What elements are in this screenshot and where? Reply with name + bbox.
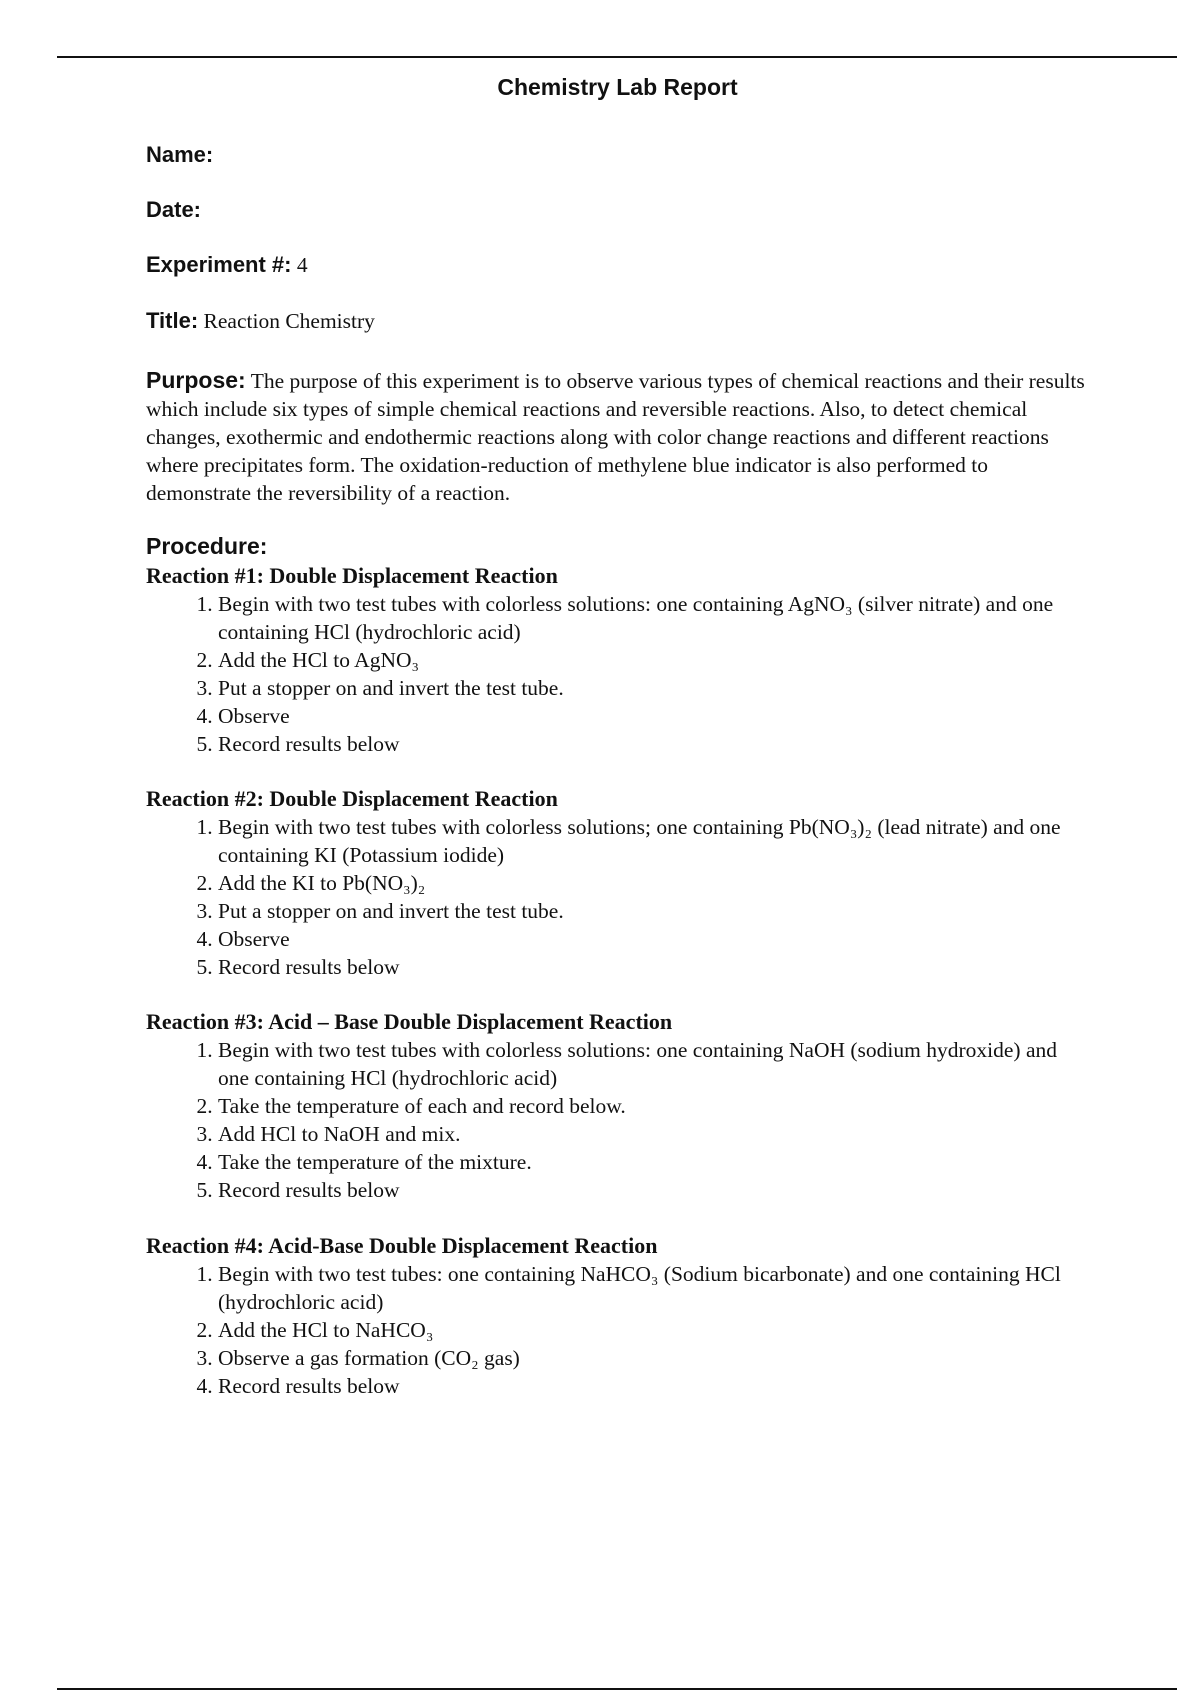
step: 2. Add the HCl to AgNO₃	[218, 646, 1086, 674]
page-title: Chemistry Lab Report	[497, 74, 738, 100]
step: 2. Add the KI to Pb(NO₃)₂	[218, 869, 1086, 897]
reaction-steps	[146, 1036, 1086, 1204]
step: 4. Observe	[218, 702, 1086, 730]
step: 3. Add HCl to NaOH and mix.	[218, 1120, 1086, 1148]
step: 1. Begin with two test tubes with colorless solutions: one containing AgNO₃ (silver nitrate) and one containing HCl (hydrochloric acid)	[218, 590, 1086, 646]
step: 4. Observe	[218, 925, 1086, 953]
step: 3. Observe a gas formation (CO₂ gas)	[218, 1344, 1086, 1372]
step: 1. Begin with two test tubes: one containing NaHCO₃ (Sodium bicarbonate) and one containing HCl (hydrochloric acid)	[218, 1260, 1086, 1316]
date-label: Date:	[146, 197, 202, 222]
date-field	[146, 197, 201, 223]
step: 5. Record results below	[218, 1176, 1086, 1204]
experiment-value: 4	[296, 253, 308, 277]
reaction-4	[146, 1232, 1086, 1400]
step: 2. Take the temperature of each and record below.	[218, 1092, 1086, 1120]
reaction-1	[146, 562, 1086, 758]
purpose-section	[146, 366, 1086, 507]
step: 1. Begin with two test tubes with colorless solutions: one containing NaOH (sodium hydroxide) and one containing HCl (hydrochloric acid)	[218, 1036, 1086, 1092]
reaction-steps	[146, 1260, 1086, 1400]
step: 4. Record results below	[218, 1372, 1086, 1400]
name-label: Name:	[146, 142, 214, 167]
title-value: Reaction Chemistry	[203, 309, 375, 333]
procedure-heading: Procedure:	[146, 533, 268, 559]
reaction-3	[146, 1008, 1086, 1204]
experiment-field	[146, 252, 308, 278]
step: 3. Put a stopper on and invert the test tube.	[218, 897, 1086, 925]
reaction-title: Reaction #2: Double Displacement Reaction	[146, 786, 558, 811]
name-field	[146, 142, 213, 168]
step: 3. Put a stopper on and invert the test tube.	[218, 674, 1086, 702]
title-label: Title:	[146, 308, 199, 333]
reaction-title: Reaction #4: Acid-Base Double Displacement Reaction	[146, 1233, 658, 1258]
title-field	[146, 308, 375, 334]
reaction-title: Reaction #1: Double Displacement Reaction	[146, 563, 558, 588]
experiment-label: Experiment #:	[146, 252, 292, 277]
reaction-steps	[146, 813, 1086, 981]
step: 5. Record results below	[218, 953, 1086, 981]
step: 5. Record results below	[218, 730, 1086, 758]
reaction-2	[146, 785, 1086, 981]
purpose-label: Purpose:	[146, 367, 246, 393]
step: 4. Take the temperature of the mixture.	[218, 1148, 1086, 1176]
step: 2. Add the HCl to NaHCO₃	[218, 1316, 1086, 1344]
top-rule	[57, 56, 1177, 58]
purpose-text: The purpose of this experiment is to observe various types of chemical reactions and their results which include six types of simple chemical reactions and reversible reactions. Also, to detect chemical changes, exothermic and endothermic reactions along with color change reactions and different reactions where precipitates form. The oxidation-reduction of methylene blue indicator is also performed to demonstrate the reversibility of a reaction.	[146, 369, 1085, 505]
bottom-rule	[57, 1688, 1177, 1690]
reaction-title: Reaction #3: Acid – Base Double Displacement Reaction	[146, 1009, 673, 1034]
reaction-steps	[146, 590, 1086, 758]
step: 1. Begin with two test tubes with colorless solutions; one containing Pb(NO₃)₂ (lead nitrate) and one containing KI (Potassium iodide)	[218, 813, 1086, 869]
